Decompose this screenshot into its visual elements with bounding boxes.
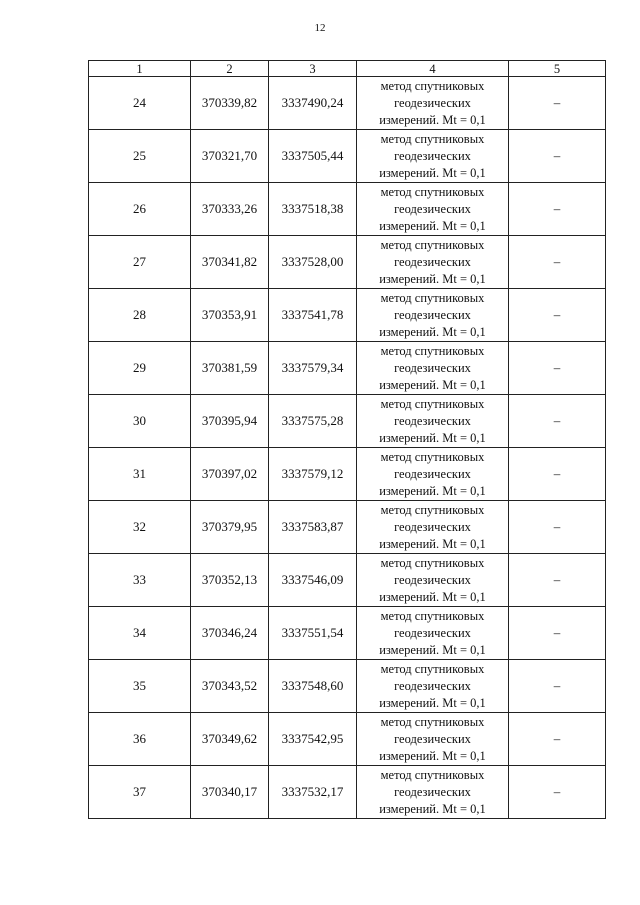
note-dash: – bbox=[509, 713, 606, 766]
point-number: 32 bbox=[89, 501, 191, 554]
table-body bbox=[89, 77, 606, 819]
coordinate-x: 370333,26 bbox=[191, 183, 269, 236]
method-description bbox=[357, 289, 509, 342]
note-dash: – bbox=[509, 554, 606, 607]
coordinate-x: 370341,82 bbox=[191, 236, 269, 289]
coordinate-y: 3337542,95 bbox=[269, 713, 357, 766]
method-description bbox=[357, 448, 509, 501]
coordinates-table bbox=[88, 60, 606, 819]
method-description bbox=[357, 501, 509, 554]
table-row bbox=[89, 395, 606, 448]
note-dash: – bbox=[509, 130, 606, 183]
coordinate-y: 3337579,34 bbox=[269, 342, 357, 395]
coordinate-x: 370381,59 bbox=[191, 342, 269, 395]
table-row bbox=[89, 448, 606, 501]
method-line-3: измерений. Mt = 0,1 bbox=[379, 589, 486, 604]
method-line-1: метод спутниковых bbox=[380, 78, 485, 93]
method-line-1: метод спутниковых bbox=[380, 343, 485, 358]
method-line-3: измерений. Mt = 0,1 bbox=[379, 377, 486, 392]
coordinate-y: 3337505,44 bbox=[269, 130, 357, 183]
point-number: 26 bbox=[89, 183, 191, 236]
header-col-5: 5 bbox=[509, 61, 606, 77]
table-row bbox=[89, 660, 606, 713]
method-line-1: метод спутниковых bbox=[380, 608, 485, 623]
method-line-1: метод спутниковых bbox=[380, 131, 485, 146]
coordinate-y: 3337551,54 bbox=[269, 607, 357, 660]
coordinate-x: 370397,02 bbox=[191, 448, 269, 501]
note-dash: – bbox=[509, 766, 606, 819]
method-line-3: измерений. Mt = 0,1 bbox=[379, 271, 486, 286]
coordinate-y: 3337583,87 bbox=[269, 501, 357, 554]
method-line-2: геодезических bbox=[394, 731, 471, 746]
method-line-3: измерений. Mt = 0,1 bbox=[379, 218, 486, 233]
method-description bbox=[357, 342, 509, 395]
method-line-2: геодезических bbox=[394, 413, 471, 428]
method-line-2: геодезических bbox=[394, 95, 471, 110]
method-line-2: геодезических bbox=[394, 466, 471, 481]
method-description bbox=[357, 77, 509, 130]
method-line-1: метод спутниковых bbox=[380, 661, 485, 676]
method-line-1: метод спутниковых bbox=[380, 502, 485, 517]
coordinate-y: 3337579,12 bbox=[269, 448, 357, 501]
method-description bbox=[357, 607, 509, 660]
note-dash: – bbox=[509, 77, 606, 130]
method-line-2: геодезических bbox=[394, 572, 471, 587]
note-dash: – bbox=[509, 342, 606, 395]
method-line-3: измерений. Mt = 0,1 bbox=[379, 112, 486, 127]
method-line-3: измерений. Mt = 0,1 bbox=[379, 483, 486, 498]
table-row bbox=[89, 183, 606, 236]
method-line-2: геодезических bbox=[394, 784, 471, 799]
table-header bbox=[89, 61, 606, 77]
coordinate-x: 370353,91 bbox=[191, 289, 269, 342]
coordinate-y: 3337575,28 bbox=[269, 395, 357, 448]
table-row bbox=[89, 554, 606, 607]
method-line-2: геодезических bbox=[394, 307, 471, 322]
method-line-2: геодезических bbox=[394, 519, 471, 534]
coordinate-x: 370343,52 bbox=[191, 660, 269, 713]
method-line-3: измерений. Mt = 0,1 bbox=[379, 748, 486, 763]
method-line-1: метод спутниковых bbox=[380, 714, 485, 729]
table-row bbox=[89, 130, 606, 183]
table-row bbox=[89, 342, 606, 395]
coordinate-x: 370349,62 bbox=[191, 713, 269, 766]
table-row bbox=[89, 77, 606, 130]
coordinate-y: 3337548,60 bbox=[269, 660, 357, 713]
note-dash: – bbox=[509, 395, 606, 448]
point-number: 34 bbox=[89, 607, 191, 660]
header-col-1: 1 bbox=[89, 61, 191, 77]
coordinate-y: 3337490,24 bbox=[269, 77, 357, 130]
point-number: 29 bbox=[89, 342, 191, 395]
method-line-3: измерений. Mt = 0,1 bbox=[379, 695, 486, 710]
header-col-2: 2 bbox=[191, 61, 269, 77]
method-description bbox=[357, 660, 509, 713]
method-line-3: измерений. Mt = 0,1 bbox=[379, 324, 486, 339]
table-row bbox=[89, 501, 606, 554]
coordinate-x: 370352,13 bbox=[191, 554, 269, 607]
method-line-3: измерений. Mt = 0,1 bbox=[379, 801, 486, 816]
coordinate-x: 370346,24 bbox=[191, 607, 269, 660]
coordinate-y: 3337518,38 bbox=[269, 183, 357, 236]
method-description bbox=[357, 236, 509, 289]
method-line-3: измерений. Mt = 0,1 bbox=[379, 165, 486, 180]
coordinate-x: 370339,82 bbox=[191, 77, 269, 130]
point-number: 28 bbox=[89, 289, 191, 342]
coordinate-x: 370340,17 bbox=[191, 766, 269, 819]
table-row bbox=[89, 236, 606, 289]
table-row bbox=[89, 289, 606, 342]
note-dash: – bbox=[509, 448, 606, 501]
method-line-1: метод спутниковых bbox=[380, 290, 485, 305]
coordinate-y: 3337528,00 bbox=[269, 236, 357, 289]
method-description bbox=[357, 130, 509, 183]
coordinate-x: 370395,94 bbox=[191, 395, 269, 448]
note-dash: – bbox=[509, 289, 606, 342]
method-description bbox=[357, 554, 509, 607]
method-line-2: геодезических bbox=[394, 625, 471, 640]
method-description bbox=[357, 183, 509, 236]
method-description bbox=[357, 713, 509, 766]
point-number: 31 bbox=[89, 448, 191, 501]
note-dash: – bbox=[509, 607, 606, 660]
point-number: 30 bbox=[89, 395, 191, 448]
note-dash: – bbox=[509, 236, 606, 289]
point-number: 27 bbox=[89, 236, 191, 289]
method-line-3: измерений. Mt = 0,1 bbox=[379, 536, 486, 551]
method-description bbox=[357, 395, 509, 448]
method-description bbox=[357, 766, 509, 819]
header-row bbox=[89, 61, 606, 77]
method-line-2: геодезических bbox=[394, 678, 471, 693]
method-line-2: геодезических bbox=[394, 254, 471, 269]
note-dash: – bbox=[509, 660, 606, 713]
method-line-3: измерений. Mt = 0,1 bbox=[379, 430, 486, 445]
method-line-1: метод спутниковых bbox=[380, 767, 485, 782]
coordinate-x: 370379,95 bbox=[191, 501, 269, 554]
method-line-1: метод спутниковых bbox=[380, 184, 485, 199]
coordinate-y: 3337546,09 bbox=[269, 554, 357, 607]
method-line-1: метод спутниковых bbox=[380, 237, 485, 252]
point-number: 25 bbox=[89, 130, 191, 183]
note-dash: – bbox=[509, 183, 606, 236]
method-line-3: измерений. Mt = 0,1 bbox=[379, 642, 486, 657]
header-col-4: 4 bbox=[357, 61, 509, 77]
method-line-2: геодезических bbox=[394, 201, 471, 216]
note-dash: – bbox=[509, 501, 606, 554]
point-number: 37 bbox=[89, 766, 191, 819]
method-line-1: метод спутниковых bbox=[380, 396, 485, 411]
method-line-2: геодезических bbox=[394, 360, 471, 375]
header-col-3: 3 bbox=[269, 61, 357, 77]
method-line-1: метод спутниковых bbox=[380, 449, 485, 464]
table-row bbox=[89, 766, 606, 819]
table-row bbox=[89, 713, 606, 766]
method-line-1: метод спутниковых bbox=[380, 555, 485, 570]
coordinate-y: 3337541,78 bbox=[269, 289, 357, 342]
table-row bbox=[89, 607, 606, 660]
coordinate-x: 370321,70 bbox=[191, 130, 269, 183]
page-number: 12 bbox=[314, 22, 326, 34]
method-line-2: геодезических bbox=[394, 148, 471, 163]
point-number: 36 bbox=[89, 713, 191, 766]
point-number: 24 bbox=[89, 77, 191, 130]
coordinate-y: 3337532,17 bbox=[269, 766, 357, 819]
point-number: 35 bbox=[89, 660, 191, 713]
point-number: 33 bbox=[89, 554, 191, 607]
